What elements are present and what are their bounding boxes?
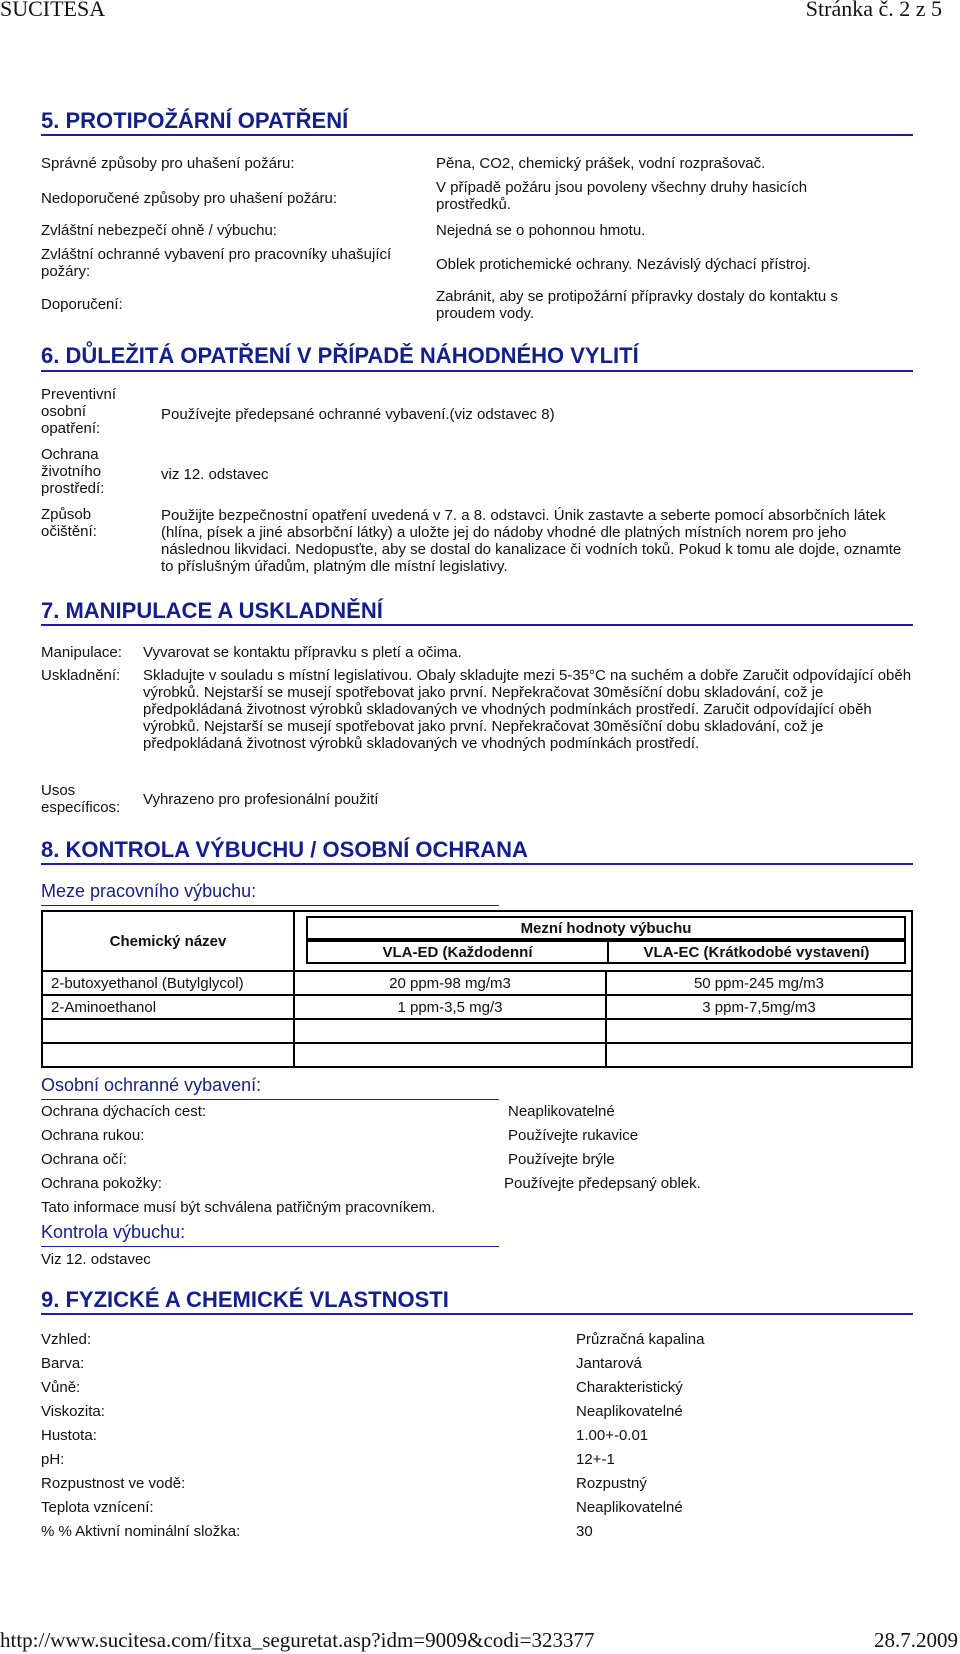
ppe-value-2: Používejte rukavice (508, 1127, 639, 1144)
control-subtitle-rule (41, 1246, 499, 1247)
s9-value-3: Charakteristický (576, 1379, 683, 1396)
s5-value-4: Oblek protichemické ochrany. Nezávislý dýchací přístroj. (436, 256, 811, 273)
ppe-label-4: Ochrana pokožky: (41, 1175, 162, 1192)
section-8-rule (41, 863, 913, 865)
s9-label-9: % % Aktivní nominální složka: (41, 1523, 241, 1540)
section-5-rule (41, 134, 913, 136)
limits-subtitle-rule (41, 905, 499, 906)
section-8-title: 8. KONTROLA VÝBUCHU / OSOBNÍ OCHRANA (41, 837, 528, 862)
s9-value-8: Neaplikovatelné (576, 1499, 683, 1516)
row-4-ed (294, 1043, 606, 1067)
s5-label-3: Zvláštní nebezpečí ohně / výbuchu: (41, 222, 277, 239)
section-9-rule (41, 1313, 913, 1315)
col-vla-ed: VLA-ED (Každodenní (306, 940, 609, 964)
row-2-name: 2-Aminoethanol (42, 995, 294, 1019)
table-row (42, 1019, 912, 1043)
row-2-ed: 1 ppm-3,5 mg/3 (294, 995, 606, 1019)
s9-label-7: Rozpustnost ve vodě: (41, 1475, 186, 1492)
section-7-title: 7. MANIPULACE A USKLADNĚNÍ (41, 598, 383, 623)
s5-value-2: V případě požáru jsou povoleny všechny druhy hasicích prostředků. (436, 179, 808, 213)
row-1-name: 2-butoxyethanol (Butylglycol) (42, 971, 294, 995)
s6-value-2: viz 12. odstavec (161, 466, 269, 483)
ppe-value-3: Používejte brýle (508, 1151, 615, 1168)
s6-label-2: Ochrana životního prostředí: (41, 446, 105, 497)
section-7-rule (41, 624, 913, 626)
s9-label-4: Viskozita: (41, 1403, 105, 1420)
row-4-name (42, 1043, 294, 1067)
section-6-rule (41, 370, 913, 372)
s9-label-5: Hustota: (41, 1427, 97, 1444)
col-chemical-name: Chemický název (42, 911, 294, 971)
row-2-ec: 3 ppm-7,5mg/m3 (606, 995, 912, 1019)
s5-value-3: Nejedná se o pohonnou hmotu. (436, 222, 646, 239)
s9-value-7: Rozpustný (576, 1475, 647, 1492)
col-vla-ec: VLA-EC (Krátkodobé vystavení) (607, 940, 906, 964)
table-row (42, 971, 912, 995)
s5-label-1: Správné způsoby pro uhašení požáru: (41, 155, 295, 172)
s9-value-6: 12+-1 (576, 1451, 615, 1468)
table-row (42, 995, 912, 1019)
row-3-ed (294, 1019, 606, 1043)
row-3-name (42, 1019, 294, 1043)
s9-label-2: Barva: (41, 1355, 85, 1372)
ppe-value-4: Používejte předepsaný oblek. (504, 1175, 701, 1192)
s9-value-1: Průzračná kapalina (576, 1331, 705, 1348)
ppe-label-2: Ochrana rukou: (41, 1127, 145, 1144)
s9-label-1: Vzhled: (41, 1331, 92, 1348)
s7-value-1: Vyvarovat se kontaktu přípravku s pletí a očima. (143, 644, 462, 661)
s9-value-2: Jantarová (576, 1355, 642, 1372)
row-4-ec (606, 1043, 912, 1067)
s5-value-1: Pěna, CO2, chemický prášek, vodní rozprašovač. (436, 155, 766, 172)
s9-label-8: Teplota vznícení: (41, 1499, 154, 1516)
footer-url: http://www.sucitesa.com/fitxa_seguretat.asp?idm=9009&codi=323377 (0, 1628, 595, 1652)
s7-value-3: Vyhrazeno pro profesionální použití (143, 791, 379, 808)
table-row (42, 1043, 912, 1067)
s7-value-2: Skladujte v souladu s místní legislativou. Obaly skladujte mezi 5-35°C na suchém a dobře Zaručit odpovídající oběh výrobků. Nejstarší se musejí spotřebovat jako první. Nepřekračovat 30měsíční dobu skladování, což je předpokládaná životnost výrobků skladovaných ve vhodných podmínkách prostředí. Zaručit odpovídající oběh výrobků. Nejstarší se musejí spotřebovat jako první. Nepřekračovat 30měsíční dobu skladování, což je předpokládaná životnost výrobků skladovaných ve vhodných podmínkách prostředí. (143, 667, 912, 752)
section-9-title: 9. FYZICKÉ A CHEMICKÉ VLASTNOSTI (41, 1287, 449, 1312)
header-company: SUCITESA (0, 0, 106, 21)
s9-label-6: pH: (41, 1451, 65, 1468)
section-5-title: 5. PROTIPOŽÁRNÍ OPATŘENÍ (41, 108, 349, 133)
ppe-label-3: Ochrana očí: (41, 1151, 127, 1168)
s7-label-2: Uskladnění: (41, 667, 121, 684)
footer-date: 28.7.2009 (874, 1628, 958, 1652)
s7-label-1: Manipulace: (41, 644, 122, 661)
s9-value-9: 30 (576, 1523, 593, 1540)
row-3-ec (606, 1019, 912, 1043)
s9-value-5: 1.00+-0.01 (576, 1427, 649, 1444)
ppe-note: Tato informace musí být schválena patřičným pracovníkem. (41, 1199, 436, 1216)
s5-value-5: Zabránit, aby se protipožární přípravky dostaly do kontaktu s proudem vody. (436, 288, 838, 322)
s6-value-3: Použijte bezpečnostní opatření uvedená v 7. a 8. odstavci. Únik zastavte a seberte pomocí absorbčních látek (hlína, písek a jiné absorbční látky) a uložte jej do nádoby vhodné dle platných místních norem pro jeho následnou likvidaci. Nedopusťte, aby se dostal do kanalizace či vodních toků. Pokud k tomu ale dojde, oznamte to příslušným úřadům, platným dle místní legislativy. (161, 507, 902, 575)
s7-label-3: Usos específicos: (41, 782, 121, 816)
s5-label-2: Nedoporučené způsoby pro uhašení požáru: (41, 190, 338, 207)
row-1-ed: 20 ppm-98 mg/m3 (294, 971, 606, 995)
limits-subtitle: Meze pracovního výbuchu: (41, 881, 257, 901)
s6-label-1: Preventivní osobní opatření: (41, 386, 117, 437)
s6-label-3: Způsob očištění: (41, 506, 97, 540)
s5-label-5: Doporučení: (41, 296, 123, 313)
s6-value-1: Používejte předepsané ochranné vybavení.(viz odstavec 8) (161, 406, 555, 423)
ppe-subtitle: Osobní ochranné vybavení: (41, 1075, 262, 1095)
s5-label-4: Zvláštní ochranné vybavení pro pracovníky uhašující požáry: (41, 246, 392, 280)
s9-label-3: Vůně: (41, 1379, 81, 1396)
control-subtitle: Kontrola výbuchu: (41, 1222, 186, 1242)
ppe-subtitle-rule (41, 1099, 499, 1100)
row-1-ec: 50 ppm-245 mg/m3 (606, 971, 912, 995)
ppe-label-1: Ochrana dýchacích cest: (41, 1103, 207, 1120)
control-value: Viz 12. odstavec (41, 1251, 151, 1268)
group-header-label: Mezní hodnoty výbuchu (306, 916, 906, 940)
ppe-value-1: Neaplikovatelné (508, 1103, 615, 1120)
header-page-number: Stránka č. 2 z 5 (805, 0, 942, 21)
section-6-title: 6. DŮLEŽITÁ OPATŘENÍ V PŘÍPADĚ NÁHODNÉHO VYLITÍ (41, 343, 639, 368)
s9-value-4: Neaplikovatelné (576, 1403, 683, 1420)
